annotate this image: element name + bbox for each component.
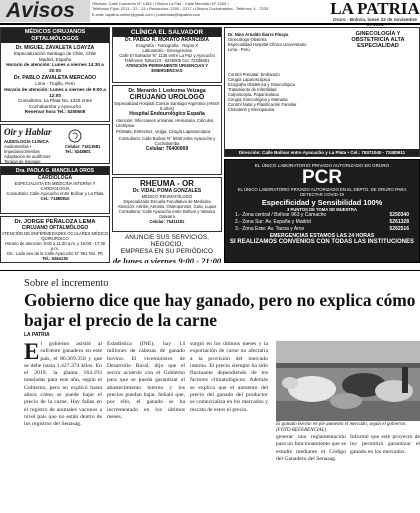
ad-footer bbox=[225, 149, 419, 156]
ad-line: ATENCIÓN DE ENFERMEDADES OCULARES MÉDICO QUIRÚRGICO bbox=[1, 231, 109, 241]
photo-fence bbox=[276, 363, 420, 368]
ad-line: Lima - Trujillo, Perú bbox=[35, 81, 75, 87]
photo-caption: El ganado bovino en pie aumentó el mercado, según el gobierno. (FOTO REFERENCIAL) bbox=[276, 422, 407, 433]
ad-jorge-penaloza bbox=[0, 216, 110, 263]
person-figure bbox=[402, 367, 408, 393]
ad-line: Atención: Infecciones urinarias, Hematuria, Cálculos, Litotripsia bbox=[116, 118, 215, 128]
ad-line: Consultorio: Calle Ayacucho entre Bolívar y La Plata bbox=[6, 191, 104, 196]
doctor-name: Dr. MIGUEL ZAVALETA LOAYZA bbox=[15, 45, 95, 51]
service-item: Ecografía Obstétrica y Ginecológica bbox=[228, 82, 295, 87]
service-item: Cirugía Laparoscópica bbox=[228, 77, 270, 82]
ad-title: CLÍNICA EL SALVADOR bbox=[113, 28, 221, 37]
branch-name: 1.- Zona central / Bolívar 963 y Camacho bbox=[235, 212, 327, 218]
masthead-info bbox=[92, 1, 328, 17]
service-item: Control Prenatal, Embarazo bbox=[228, 72, 280, 77]
ad-line: Dir.: Lado aeo de la Calle Ayacucho N° 961 Nro. Pb bbox=[7, 251, 103, 256]
article-byline: LA PATRIA bbox=[24, 332, 50, 338]
ad-line: MÉDICO REUMATÓLOGO bbox=[141, 194, 193, 199]
ad-line: Ginecólogo-Obstetra bbox=[228, 37, 267, 42]
article-column: Estadística (INE), hay 14 millones de cabezas de ganado bovino. El viceministro de Desarrollo Rural, dijo que el sector acuerdo con el Gobierno para que se pueda garantizar el abastecimiento interno y los precios puedan bajar. Señaló que, por ello, el ganado se ha incrementado en los últimos meses. bbox=[107, 341, 185, 420]
ad-contact bbox=[65, 129, 109, 154]
ad-line: Celular: 76400069 bbox=[145, 146, 189, 152]
service-item: Cirugía Ginecológica y Mamaria bbox=[228, 97, 288, 102]
ad-line: Consultorio: Calle Ayacucho entre Bolívar y Velasco Galvarro bbox=[118, 209, 216, 219]
service-item: Climaterio y Menopausia bbox=[228, 107, 275, 112]
service-list bbox=[228, 72, 418, 112]
ad-description: EL ÚNICO LABORATORIO PRIVADO AUTORIZADO EN EL DEPTO. DE ORURO PARA DETECTAR COVID-19 bbox=[237, 187, 407, 197]
ad-closing: SI REALIZAMOS CONVENIOS CON TODAS LAS INSTITUCIONES bbox=[230, 239, 414, 246]
branch-row bbox=[225, 219, 419, 226]
ad-line: Próstata, Estrechez, Vejiga, Cirugía Laparoscópica bbox=[116, 129, 211, 134]
ad-subtitle: Dr. PABLO R. MORATO ARANCIBIA bbox=[125, 37, 209, 43]
branch-phone: 5262516 bbox=[389, 225, 409, 232]
ad-pcr-laboratorio bbox=[224, 159, 420, 263]
ad-line: Atención: Artritis, Artrosis, Osteoporosis, Gota, Lupus bbox=[117, 204, 217, 209]
ad-line: Horario de atención: Lunes a viernes 14:30 a 20:00 bbox=[6, 62, 104, 73]
masthead-info-line: Oficinas: Calle Camacho N° 1484 • Oficina La Paz - Calle Mercado N° 1430 • bbox=[92, 1, 229, 6]
ad-title: Dr. JORGE PEÑALOZA LEMA bbox=[14, 219, 96, 225]
ad-line: ANUNCIE SUS SERVICIOS, NEGOCIO, bbox=[124, 234, 210, 248]
ad-title: PCR bbox=[301, 167, 343, 188]
ad-ginecologia bbox=[224, 27, 420, 157]
ad-line: Consultorio: Calle Bolívar N° 5640 entre Ayacucho y Cochabamba bbox=[118, 136, 216, 146]
ear-icon bbox=[65, 129, 85, 143]
ad-line: Audiometrías • Impedanciometrías bbox=[4, 144, 40, 154]
article-text: l gobierno asistió al sufriente ganadero en este país, el 80.369.358 y que se debe hasta 1.427.374 kilos. En el 2019, la planta 164.193 toneladas para este año, según el Gobierno, pero no explicó hasta ahora cómo se puede bajar el precio de la carne. Hay fallas en el registro de animales vacunos a nivel país que no están dentro de los registros del Senasag. bbox=[24, 341, 102, 428]
article-kicker: Sobre el incremento bbox=[24, 278, 109, 289]
doctor-name: Dr. Merardo I. Ledezma Veizaga bbox=[128, 88, 206, 94]
ad-line: de lunes a viernes 9:00 - 21:00 bbox=[112, 256, 222, 263]
edition-date: Oruro - Bolivia, lunes 22 de noviembre bbox=[333, 17, 417, 22]
article-column: surgió en los últimos meses y la exportación de carne no afectaría a la provisión del mercado interno. El precio siempre ha sido fluctuante dependiendo de los factores climatológicos. Además se explica que el aumento del precio del ganado del productor se comercializa en los mercados y rescata de estos el precio. bbox=[190, 341, 268, 413]
branch-name: 3.- Zona Este: Av. Tacna y Arce bbox=[235, 225, 305, 232]
ad-contact: Dirección: Calle Bolívar entre Ayacucho y La Plata • Cel.: 79371040 - 72480611 bbox=[225, 149, 419, 156]
ad-line: AUDIOLOGÍA CLÍNICA bbox=[4, 139, 49, 144]
ad-line: ESPECIALISTA EN MEDICINA INTERNA Y CARDIOLOGÍA bbox=[14, 181, 96, 191]
ad-medicos-oftalmologos bbox=[0, 27, 110, 122]
branch-name: 2.- Zona Sur: Av. España y Madrid bbox=[235, 218, 311, 225]
ad-subtitle: CIRUJANO OFTALMÓLOGO bbox=[21, 225, 89, 231]
article-column: Informó que este proyecto de ley permitirá garantizar el ganado en los mercados. bbox=[350, 434, 420, 455]
ad-line: Teléfonos: 5264123 - 5248005 Cel. 72336651 bbox=[124, 58, 210, 63]
ad-doctors bbox=[228, 32, 336, 52]
ad-line: Cel.: 71880810 bbox=[40, 196, 70, 201]
ad-line: Consultorio: La Plata No. 1226 entre bbox=[17, 98, 93, 104]
ad-subtitle: Especificidad y Sensibilidad 100% bbox=[261, 198, 383, 207]
ad-line: Especialización Santiago de Chile, Chile bbox=[13, 51, 97, 56]
ad-line: Calle El Salvador N° 1135 entre La Paz y Ayacucho bbox=[119, 53, 215, 58]
ad-pretitle: EL ÚNICO LABORATORIO PRIVADO AUTORIZADO EN ORURO bbox=[254, 163, 390, 168]
ad-title: Dra. PAOLA G. MANCILLA OROS bbox=[1, 167, 109, 175]
ad-line: Terapia de lenguaje bbox=[4, 159, 41, 164]
ad-title: RHEUMA - OR bbox=[140, 179, 194, 188]
ad-line: Especializado Escuela Facultativa de Medicina bbox=[123, 199, 211, 204]
ad-subtitle: CARDIÓLOGA bbox=[37, 175, 73, 181]
doctor-name: Dr. VIDAL POMA GONZALES bbox=[132, 188, 202, 194]
ad-line: Adaptación de audífonos bbox=[4, 154, 51, 159]
article-divider bbox=[0, 270, 420, 271]
branch-row bbox=[225, 226, 419, 233]
masthead-info-line: Teléfonos Fijos: 2211 - 22 - 23 • Redacción: 2200 - 2217 • Oficina Cochabamba - Teléfono: 4 - 7203 bbox=[92, 6, 269, 12]
ad-rheuma-or bbox=[112, 177, 222, 232]
ad-line: Especialidad Hospital Clínico Universitario bbox=[228, 42, 307, 47]
service-item: Tratamiento de Infertilidad bbox=[228, 87, 277, 92]
ad-line: Lima - Perú bbox=[228, 47, 250, 52]
ad-clinica-salvador bbox=[112, 27, 222, 83]
ad-emergency: EMERGENCIAS ESTAMOS LAS 24 HORAS bbox=[269, 233, 375, 240]
ad-line: Reservar hora Tel.: 5250608 bbox=[24, 109, 86, 115]
doctor-name: Dr. PABLO ZAVALETA MERCADO bbox=[13, 75, 97, 82]
masthead-info-line[interactable]: E-mail: lapatria.online@gmail.com • publicidad@lapatria.com bbox=[92, 11, 201, 17]
doctor-name: Dr. Nino Arnaldo Ibarra Pinaya bbox=[228, 32, 289, 37]
cattle-head bbox=[282, 377, 298, 389]
branch-row bbox=[225, 212, 419, 219]
ad-title: CIRUJANO UROLOGO bbox=[129, 94, 205, 101]
ad-line: Horario de atención: 9:00 a 11:30 a.m. y 15:00 - 17:30 p.m. bbox=[4, 241, 106, 251]
ad-line: Tel.: 5264135 bbox=[42, 256, 68, 261]
branches-title: 3 PUNTOS DE TOMA DE MUESTRA bbox=[287, 207, 357, 212]
service-item: Colposcopía, Papanicolaou bbox=[228, 92, 279, 97]
ad-line: EMPRESA EN SU PERIÓDICO bbox=[120, 248, 214, 255]
article-column: generar una reglamentación para un funcionamiento que se estudie mediante el Código del Ganadero del Senasag. bbox=[276, 434, 346, 462]
newspaper-logo: LA PATRIA bbox=[330, 0, 420, 18]
ad-title: MÉDICOS CIRUJANOS OFTALMÓLOGOS bbox=[1, 28, 109, 43]
masthead-divider bbox=[0, 23, 420, 25]
branch-phone: 5261328 bbox=[389, 218, 409, 225]
ad-oir-hablar bbox=[0, 124, 110, 164]
branch-phone: 5250340 bbox=[389, 212, 409, 218]
ad-line: Celular: 75411181 bbox=[149, 219, 185, 224]
ad-phone: Celular: 71613581 bbox=[65, 144, 101, 149]
ad-line: Hospital Endourológico España bbox=[129, 111, 205, 117]
ad-line: Especialidad Hospital Común Santiago Argentina (ANSX 5 años) bbox=[114, 101, 220, 111]
ad-line: Ecografía - Tomografía - Rayos X bbox=[135, 43, 199, 48]
service-item: Control Natal y Planificación Familiar bbox=[228, 102, 297, 107]
ad-line: Madrid, España bbox=[38, 56, 72, 62]
ad-cardiologa bbox=[0, 166, 110, 214]
ad-title: GINECOLOGÍA Y OBSTETRICIA ALTA ESPECIALIDAD bbox=[351, 31, 405, 50]
ad-line: Horario de atención: Lunes a viernes de 9:00 a 12:00 bbox=[4, 86, 106, 98]
cattle-shape bbox=[330, 393, 362, 409]
ad-line: Laboratorio - Emergencias bbox=[142, 48, 192, 53]
ad-phone: Tel.: 5248801 bbox=[65, 149, 91, 154]
drop-cap: E bbox=[24, 339, 40, 364]
article-photo bbox=[276, 341, 420, 421]
section-title: Avisos bbox=[0, 0, 90, 22]
article-column bbox=[24, 341, 102, 429]
ad-logo: Oir y Hablar bbox=[4, 127, 52, 137]
ad-anuncie bbox=[112, 234, 222, 263]
article-headline: Gobierno dice que hay ganado, pero no explica cómo bajar el precio de la carne bbox=[24, 290, 416, 330]
ad-text bbox=[4, 139, 64, 164]
ad-cirujano-urologo bbox=[112, 85, 222, 175]
ad-line: Cochabamba y Ayacucho bbox=[28, 103, 81, 109]
ad-line: ATENCIÓN PERMANENTE URGENCIAS Y EMERGENCIAS bbox=[125, 63, 209, 73]
